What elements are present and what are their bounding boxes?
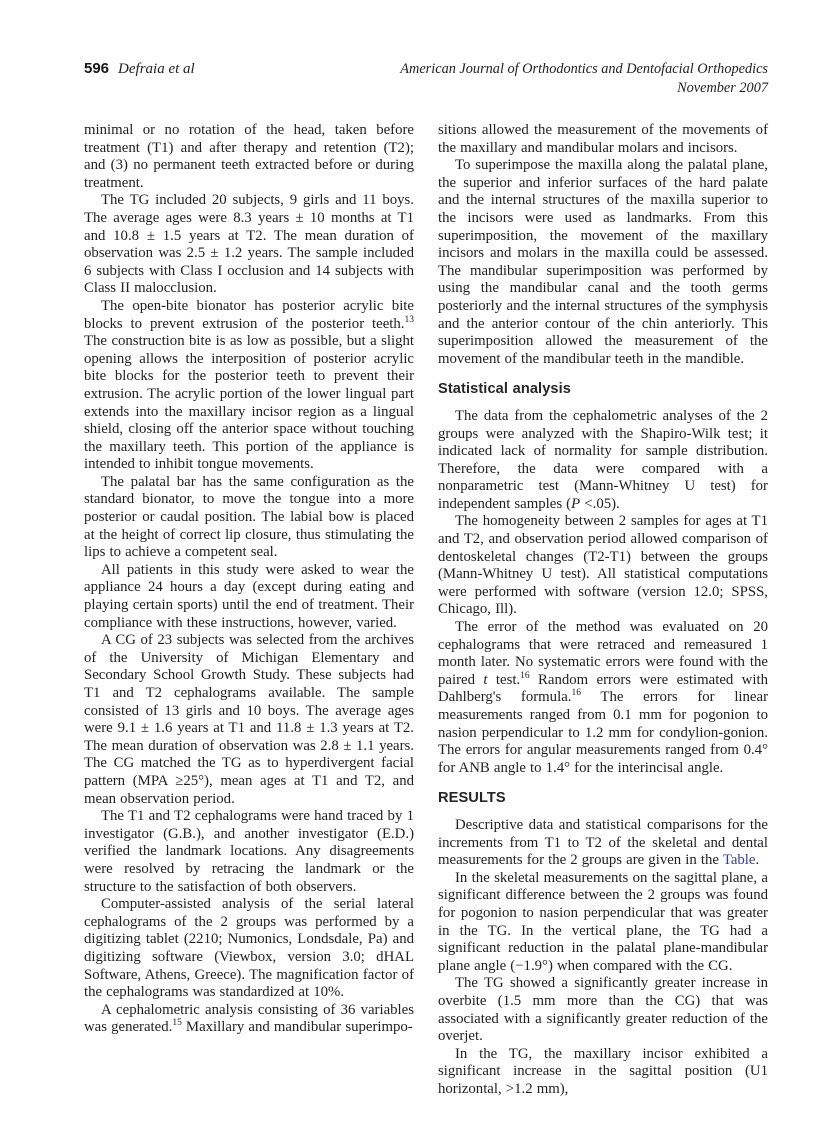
paragraph: [438, 817, 768, 870]
reference-superscript: 16: [520, 670, 530, 681]
running-head-right: [400, 60, 768, 97]
journal-title: American Journal of Orthodontics and Dentofacial Orthopedics: [400, 61, 768, 77]
text-run: Random errors were estimated with Dahlberg's formula.: [438, 671, 768, 706]
text-run: To superimpose the maxilla along the palatal plane, the superior and inferior surfaces of the hard palate and the internal structures of the maxilla superior to the incisors were used as landmarks. From this superimposition, the movement of the maxillary incisors and molars in the maxilla could be assessed. The mandibular superimposition was performed by using the mandibular canal and the tooth germs posteriorly and the internal structures of the symphysis and the anterior contour of the chin anteriorly. This superimposition allowed the measurement of the movement of the mandibular teeth in the mandible.: [438, 157, 768, 367]
article-body: [84, 122, 768, 1098]
table-link[interactable]: Table: [722, 852, 756, 869]
text-run: In the TG, the maxillary incisor exhibited a significant increase in the sagittal position (U1 horizontal, >1.2 mm),: [438, 1045, 768, 1097]
text-run: <.05).: [580, 495, 620, 512]
text-run: The T1 and T2 cephalograms were hand traced by 1 investigator (G.B.), and another investigator (E.D.) verified the landmark locations. Any disagreements were resolved by retracing the landmark or the structure to the satisfaction of both observers.: [84, 808, 414, 895]
paragraph: [438, 157, 768, 368]
paragraph: [84, 298, 414, 474]
paragraph: [84, 474, 414, 562]
running-head-left: [84, 60, 195, 78]
text-run: In the skeletal measurements on the sagittal plane, a significant difference between the 2 groups was found for pogonion to nasion perpendicular that was greater in the TG. In the vertical plane, the TG had a significant reduction in the palatal plane-mandibular plane angle (−1.9°) when compared with the CG.: [438, 869, 768, 974]
text-run: Maxillary and mandibular superimpo-: [181, 1019, 413, 1036]
paragraph: [438, 975, 768, 1045]
text-run: .: [755, 852, 760, 869]
paragraph: [438, 513, 768, 619]
journal-issue-date: November 2007: [677, 79, 768, 96]
text-run: The TG showed a significantly greater increase in overbite (1.5 mm more than the CG) that was associated with a significantly greater reduction of the overjet.: [438, 975, 768, 1045]
page-header: [84, 60, 768, 97]
paragraph: [84, 808, 414, 896]
reference-superscript: 15: [172, 1018, 182, 1029]
text-run: The homogeneity between 2 samples for ages at T1 and T2, and observation period allowed comparison of dentoskeletal changes (T2-T1) between the groups (Mann-Whitney U test). All statistical computations were performed with software (version 12.0; SPSS, Chicago, Ill).: [438, 513, 768, 618]
italic-text: t: [483, 671, 488, 688]
page-number: 596: [84, 60, 110, 77]
paragraph: [84, 122, 414, 192]
paragraph: [438, 408, 768, 514]
reference-superscript: 13: [404, 314, 414, 325]
text-run: Computer-assisted analysis of the serial lateral cephalograms of the 2 groups was performed by a digitizing tablet (2210; Numonics, Londsdale, Pa) and digitizing software (Viewbox, version 3.0; dHAL Software, Athens, Greece). The magnification factor of the cephalograms was standardized at 10%.: [84, 896, 414, 1001]
text-run: The construction bite is as low as possible, but a slight opening allows the interposition of posterior acrylic bite blocks for the posterior teeth to prevent their extrusion. The acrylic portion of the lower lingual part extends into the maxillary incisor region as a lingual shield, closing off the anterior space without touching the maxillary teeth. This portion of the appliance is intended to inhibit tongue movements.: [84, 333, 414, 473]
text-run: Descriptive data and statistical comparisons for the increments from T1 to T2 of the skeletal and dental measurements for the 2 groups are given in the: [438, 816, 768, 869]
paragraph: [84, 632, 414, 808]
section-heading: RESULTS: [438, 790, 506, 807]
text-run: The TG included 20 subjects, 9 girls and 11 boys. The average ages were 8.3 years ± 10 months at T1 and 10.8 ± 1.5 years at T2. The mean duration of observation was 2.5 ± 1.2 years. The sample included 6 subjects with Class I occlusion and 14 subjects with Class II malocclusion.: [84, 192, 414, 297]
text-run: All patients in this study were asked to wear the appliance 24 hours a day (except during eating and playing certain sports) until the end of treatment. Their compliance with these instructions, however, varied.: [84, 561, 414, 631]
paragraph: [84, 192, 414, 298]
text-run: minimal or no rotation of the head, taken before treatment (T1) and after therapy and retention (T2); and (3) no permanent teeth extracted before or during treatment.: [84, 122, 414, 191]
text-run: The open-bite bionator has posterior acrylic bite blocks to prevent extrusion of the posterior teeth.: [84, 297, 414, 332]
right-column: [438, 122, 768, 1098]
text-run: A cephalometric analysis consisting of 36 variables was generated.: [84, 1001, 414, 1036]
paragraph: [438, 619, 768, 777]
running-authors: Defraia et al: [118, 61, 195, 77]
text-run: The errors for linear measurements ranged from 0.1 mm for pogonion to nasion perpendicular to 1.2 mm for condylion-gonion. The errors for angular measurements ranged from 0.4° for ANB angle to 1.4° for the interincisal angle.: [438, 689, 768, 776]
left-column: [84, 122, 414, 1098]
reference-superscript: 16: [571, 688, 581, 699]
text-run: test.: [487, 671, 521, 688]
text-run: sitions allowed the measurement of the movements of the maxillary and mandibular molars and incisors.: [438, 122, 768, 156]
text-run: The palatal bar has the same configuration as the standard bionator, to move the tongue into a more posterior or caudal position. The labial bow is placed at the height of correct lip closure, thus stimulating the lips to achieve a competent seal.: [84, 473, 414, 561]
paragraph: [84, 562, 414, 632]
paragraph: [84, 896, 414, 1002]
paragraph: [438, 870, 768, 976]
paragraph: [84, 1002, 414, 1037]
text-run: The data from the cephalometric analyses of the 2 groups were analyzed with the Shapiro-Wilk test; it indicated lack of normality for sample distribution. Therefore, the data were compared with a nonparametric test (Mann-Whitney U test) for independent samples (: [438, 407, 768, 512]
section-heading: Statistical analysis: [438, 381, 572, 398]
italic-text: P: [571, 495, 581, 512]
text-run: The error of the method was evaluated on 20 cephalograms that were retraced and remeasured 1 month later. No systematic errors were found with the paired: [438, 619, 768, 688]
paragraph: [438, 122, 768, 157]
paragraph: [438, 1046, 768, 1099]
text-run: A CG of 23 subjects was selected from the archives of the University of Michigan Elementary and Secondary School Growth Study. These subjects had T1 and T2 cephalograms available. The sample consisted of 13 girls and 10 boys. The average ages were 9.1 ± 1.6 years at T1 and 11.8 ± 1.3 years at T2. The mean duration of observation was 2.8 ± 1.1 years. The CG matched the TG as to hyperdivergent facial pattern (MPA ≥25°), mean ages at T1 and T2, and mean observation period.: [84, 632, 414, 807]
